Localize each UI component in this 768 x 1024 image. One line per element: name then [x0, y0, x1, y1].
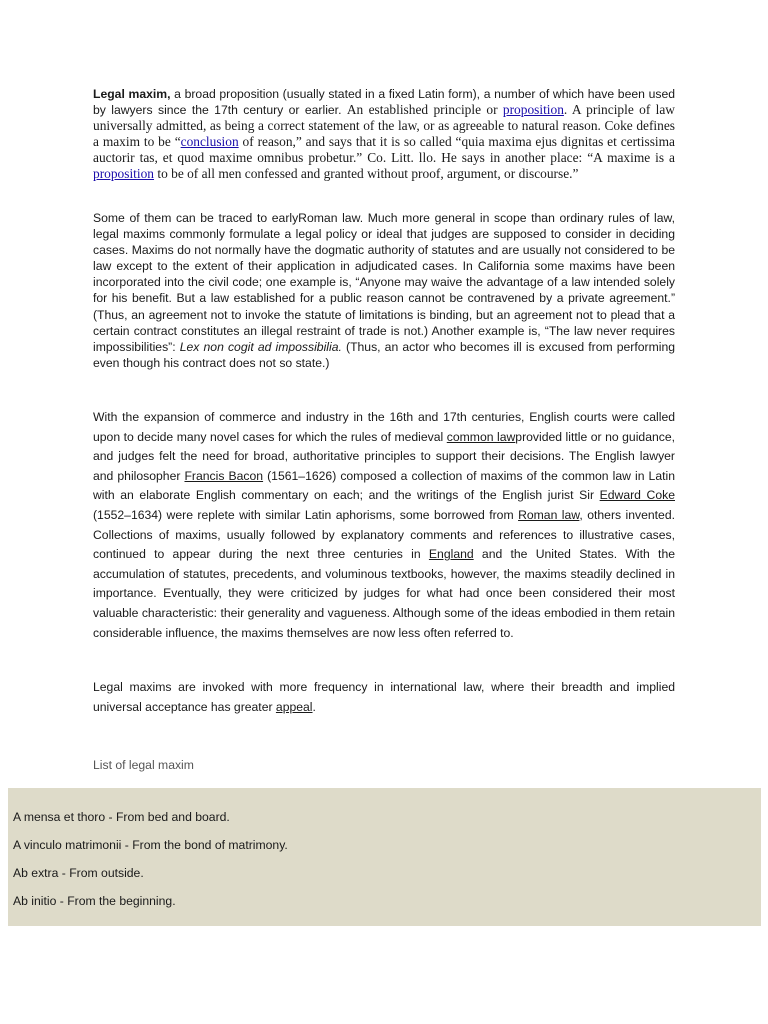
para3-text-b: provided little or no guidance, and judges felt the need for broad, authoritative principles to support their decisions. The English lawyer and philosopher	[93, 429, 676, 483]
list-item: Ab extra - From outside.	[13, 866, 144, 880]
proposition-link-1[interactable]: proposition	[502, 102, 564, 117]
list-item: A vinculo matrimonii - From the bond of matrimony.	[13, 838, 288, 852]
para4-text-b: .	[312, 699, 316, 714]
roman-law-link[interactable]: Roman law	[518, 507, 580, 522]
roman-law-paragraph	[93, 210, 675, 371]
latin-maxim: Lex non cogit ad impossibilia.	[179, 339, 342, 354]
intro-serif-text-a: An established principle or	[346, 102, 503, 117]
intro-serif-text-d: to be of all men confessed and granted without proof, argument, or discourse.”	[154, 166, 579, 181]
intro-serif-text-b: . A principle of law universally admitted, as being a correct statement of the law, or as agreeable to natural reason. Coke defines a maxim to be “	[93, 102, 675, 149]
para3-text-d: (1552–1634) were replete with similar Latin aphorisms, some borrowed from	[93, 507, 519, 522]
international-law-paragraph	[93, 678, 675, 717]
term-heading: Legal maxim,	[93, 87, 171, 101]
list-item: A mensa et thoro - From bed and board.	[13, 810, 230, 824]
intro-definition: a broad proposition (usually stated in a fixed Latin form), a number of which have been used by lawyers since the 17th century or earlier.	[93, 87, 675, 117]
england-link[interactable]: England	[428, 547, 474, 562]
intro-serif-text-c: of reason,” and says that it is so called “quia maxima ejus dignitas et certissima auctorir tas, et quod maxime omnibus probetur.” Co. Litt. llo. He says in another place: “A maxime is a	[93, 134, 675, 165]
edward-coke-link[interactable]: Edward Coke	[599, 488, 675, 503]
para3-text-c: (1561–1626) composed a collection of maxims of the common law in Latin with an elaborate English commentary on each; and the writings of the English jurist Sir	[93, 468, 675, 503]
maxim-list	[8, 788, 761, 926]
common-law-link[interactable]: common law	[446, 429, 516, 444]
para2-text-a: Some of them can be traced to earlyRoman law. Much more general in scope than ordinary rules of law, legal maxims commonly formulate a legal policy or ideal that judges are supposed to consider in deciding cases. Maxims do not normally have the dogmatic authority of statutes and are usually not considered to be law except to the extent of their application in adjudicated cases. In California some maxims have been incorporated into the civil code; one example is, “Anyone may waive the advantage of a law intended solely for his benefit. But a law established for a public reason cannot be contravened by a private agreement.” (Thus, an agreement not to invoke the statute of limitations is binding, but an agreement not to plead that a certain contract constitutes an illegal restraint of trade is not.) Another example is, “The law never requires impossibilities”:	[93, 211, 675, 354]
appeal-link[interactable]: appeal	[275, 699, 313, 714]
para2-text-b: (Thus, an actor who becomes ill is excused from performing even though his contract does not so state.)	[93, 339, 676, 370]
list-item: Ab initio - From the beginning.	[13, 894, 176, 908]
para3-text-a: With the expansion of commerce and industry in the 16th and 17th centuries, English courts were called upon to decide many novel cases for which the rules of medieval	[93, 410, 675, 444]
francis-bacon-link[interactable]: Francis Bacon	[184, 468, 264, 483]
proposition-link-2[interactable]: proposition	[93, 166, 155, 181]
para4-text-a: Legal maxims are invoked with more frequency in international law, where their breadth and implied universal acceptance has greater	[93, 680, 675, 714]
para3-text-f: and the United States. With the accumulation of statutes, precedents, and voluminous textbooks, however, the maxims steadily declined in importance. Eventually, they were criticized by judges for what had once been considered their most valuable characteristic: their generality and vagueness. Although some of the ideas embodied in them retain considerable influence, the maxims themselves are now less often referred to.	[93, 547, 675, 640]
conclusion-link[interactable]: conclusion	[180, 134, 239, 149]
intro-paragraph	[93, 86, 675, 182]
list-heading: List of legal maxim	[93, 758, 194, 772]
para3-text-e: , others invented. Collections of maxims, usually followed by explanatory comments and references to illustrative cases, continued to appear during the next three centuries in	[93, 507, 675, 562]
history-paragraph	[93, 408, 675, 643]
